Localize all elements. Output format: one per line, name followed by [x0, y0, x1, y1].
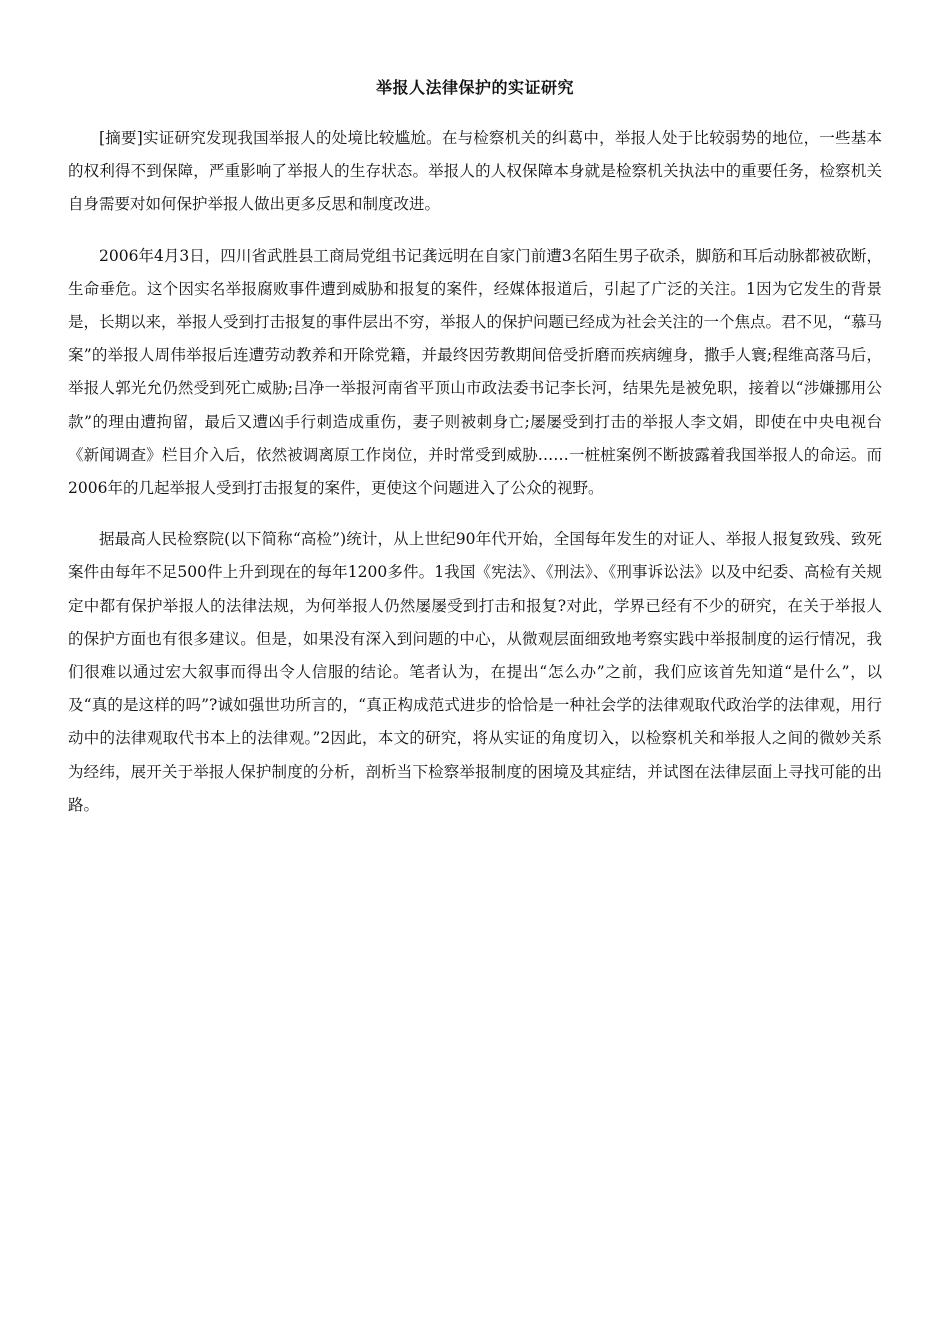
body-paragraph-cases: 2006年4月3日，四川省武胜县工商局党组书记龚远明在自家门前遭3名陌生男子砍杀，脚筋和耳后动脉都被砍断，生命垂危。这个因实名举报腐败事件遭到威胁和报复的案件，经媒体报道后，引起了广泛的关注。1因为它发生的背景是，长期以来，举报人受到打击报复的事件层出不穷，举报人的保护问题已经成为社会关注的一个焦点。君不见，“慕马案”的举报人周伟举报后连遭劳动教养和开除党籍，并最终因劳教期间倍受折磨而疾病缠身，撒手人寰;程维高落马后，举报人郭光允仍然受到死亡威胁;吕净一举报河南省平顶山市政法委书记李长河，结果先是被免职，接着以“涉嫌挪用公款”的理由遭拘留，最后又遭凶手行刺造成重伤，妻子则被刺身亡;屡屡受到打击的举报人李文娟，即使在中央电视台《新闻调查》栏目介入后，依然被调离原工作岗位，并时常受到威胁……一桩桩案例不断披露着我国举报人的命运。而2006年的几起举报人受到打击报复的案件，更使这个问题进入了公众的视野。	[68, 246, 882, 498]
abstract-paragraph: [摘要]实证研究发现我国举报人的处境比较尴尬。在与检察机关的纠葛中，举报人处于比较弱势的地位，一些基本的权利得不到保障，严重影响了举报人的生存状态。举报人的人权保障本身就是检察机关执法中的重要任务，检察机关自身需要对如何保护举报人做出更多反思和制度改进。	[68, 129, 882, 214]
body-paragraph-statistics: 据最高人民检察院(以下简称“高检”)统计，从上世纪90年代开始，全国每年发生的对证人、举报人报复致残、致死案件由每年不足500件上升到现在的每年1200多件。1我国《宪法》、《刑法》、《刑事诉讼法》以及中纪委、高检有关规定中都有保护举报人的法律法规，为何举报人仍然屡屡受到打击和报复?对此，学界已经有不少的研究，在关于举报人的保护方面也有很多建议。但是，如果没有深入到问题的中心，从微观层面细致地考察实践中举报制度的运行情况，我们很难以通过宏大叙事而得出令人信服的结论。笔者认为，在提出“怎么办”之前，我们应该首先知道“是什么”，以及“真的是这样的吗”?诚如强世功所言的，“真正构成范式进步的恰恰是一种社会学的法律观取代政治学的法律观，用行动中的法律观取代书本上的法律观。”2因此，本文的研究，将从实证的角度切入，以检察机关和举报人之间的微妙关系为经纬，展开关于举报人保护制度的分析，剖析当下检察举报制度的困境及其症结，并试图在法律层面上寻找可能的出路。	[68, 530, 882, 814]
document-title: 举报人法律保护的实证研究	[375, 78, 574, 97]
document-page	[68, 72, 882, 840]
